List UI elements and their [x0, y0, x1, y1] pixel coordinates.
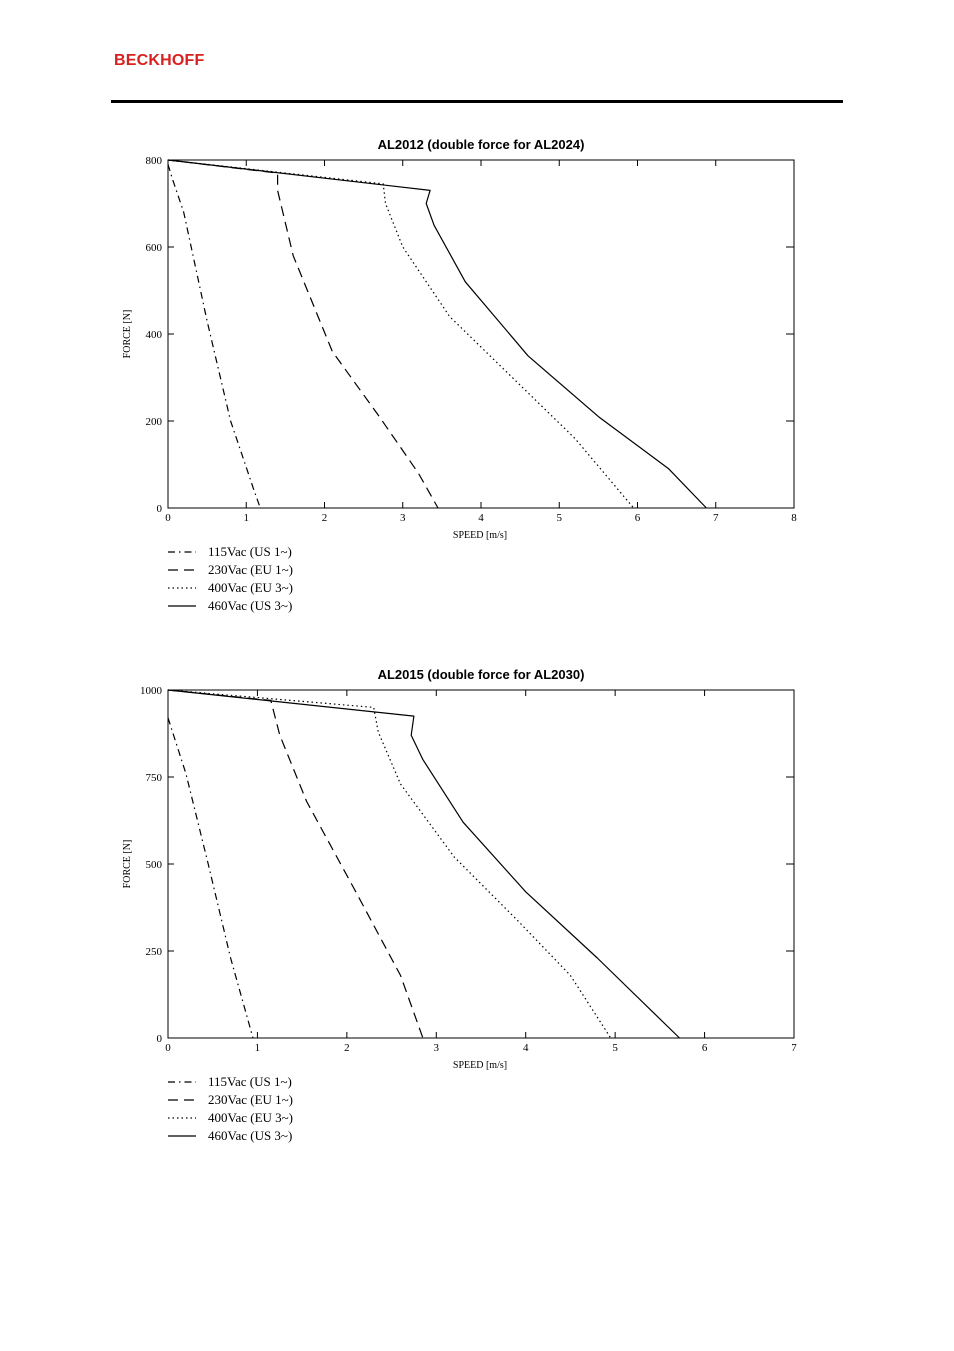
x-axis-label: SPEED [m/s] [452, 530, 508, 541]
y-tick-label: 750 [145, 772, 162, 784]
y-axis-label: FORCE [N] [122, 309, 133, 359]
x-tick-label: 5 [612, 1042, 618, 1054]
plot-frame [168, 160, 794, 508]
y-tick-label: 400 [145, 329, 162, 341]
series-line-1 [168, 160, 438, 508]
legend-label: 400Vac (EU 3~) [208, 1110, 294, 1125]
y-tick-label: 200 [145, 416, 162, 428]
x-tick-label: 5 [556, 512, 562, 524]
x-tick-label: 4 [478, 512, 484, 524]
x-tick-label: 6 [634, 512, 641, 524]
chart-title: AL2015 (double force for AL2030) [377, 667, 585, 682]
x-tick-label: 6 [701, 1042, 708, 1054]
legend-label: 230Vac (EU 1~) [208, 1092, 294, 1107]
series-line-2 [168, 690, 611, 1038]
y-tick-label: 0 [156, 503, 162, 515]
force-speed-chart-al2015 [0, 650, 954, 1150]
legend-label: 115Vac (US 1~) [208, 544, 292, 559]
legend-label: 400Vac (EU 3~) [208, 580, 294, 595]
x-tick-label: 2 [321, 512, 328, 524]
series-line-3 [168, 160, 706, 508]
series-line-1 [168, 690, 423, 1038]
series-line-0 [168, 718, 253, 1038]
force-speed-chart-al2012 [0, 120, 954, 620]
x-tick-label: 3 [433, 1042, 440, 1054]
y-tick-label: 600 [145, 242, 162, 254]
x-tick-label: 4 [522, 1042, 529, 1054]
chart-title: AL2012 (double force for AL2024) [377, 137, 585, 152]
y-axis-label: FORCE [N] [122, 839, 133, 889]
y-tick-label: 250 [145, 946, 162, 958]
x-tick-label: 7 [713, 512, 719, 524]
header-rule [111, 100, 843, 103]
x-axis-label: SPEED [m/s] [452, 1060, 508, 1071]
x-tick-label: 1 [254, 1042, 261, 1054]
plot-frame [168, 690, 794, 1038]
x-tick-label: 8 [791, 512, 797, 524]
x-tick-label: 7 [791, 1042, 797, 1054]
legend-label: 460Vac (US 3~) [208, 598, 293, 613]
legend-label: 115Vac (US 1~) [208, 1074, 292, 1089]
series-line-0 [168, 164, 260, 508]
beckhoff-logo: BECKHOFF [114, 52, 205, 69]
x-tick-label: 0 [165, 512, 171, 524]
y-tick-label: 0 [156, 1033, 162, 1045]
series-line-3 [168, 690, 680, 1038]
series-line-2 [168, 160, 634, 508]
x-tick-label: 2 [344, 1042, 350, 1054]
y-tick-label: 1000 [140, 685, 162, 697]
y-tick-label: 500 [145, 859, 162, 871]
legend-label: 230Vac (EU 1~) [208, 562, 294, 577]
legend-label: 460Vac (US 3~) [208, 1128, 293, 1143]
x-tick-label: 3 [400, 512, 406, 524]
x-tick-label: 0 [165, 1042, 171, 1054]
y-tick-label: 800 [145, 155, 162, 167]
x-tick-label: 1 [243, 512, 249, 524]
